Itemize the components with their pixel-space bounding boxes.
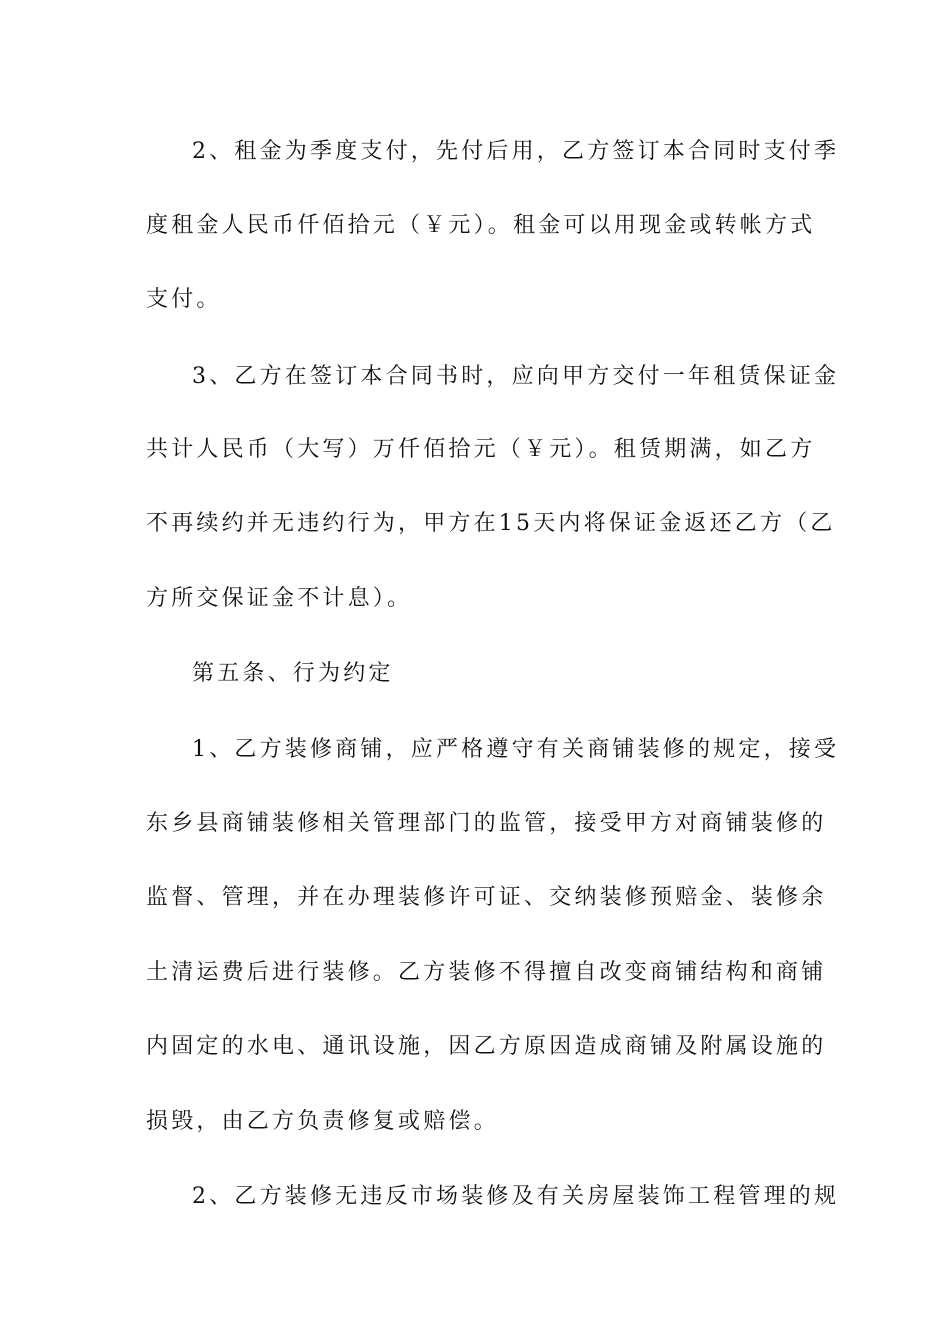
- paragraph-line: 监督、管理，并在办理装修许可证、交纳装修预赔金、装修余: [146, 885, 827, 910]
- paragraph-line: 2、乙方装修无违反市场装修及有关房屋装饰工程管理的规: [192, 1184, 840, 1209]
- paragraph-line: 2、租金为季度支付，先付后用，乙方签订本合同时支付季: [192, 139, 840, 164]
- paragraph-line: 东乡县商铺装修相关管理部门的监管，接受甲方对商铺装修的: [146, 811, 827, 836]
- paragraph-line: 损毁，由乙方负责修复或赔偿。: [146, 1109, 499, 1134]
- paragraph-line: 土清运费后进行装修。乙方装修不得擅自改变商铺结构和商铺: [146, 960, 827, 985]
- paragraph-line: 3、乙方在签订本合同书时，应向甲方交付一年租赁保证金: [192, 364, 840, 389]
- paragraph-line: 1、乙方装修商铺，应严格遵守有关商铺装修的规定，接受: [192, 737, 840, 762]
- paragraph-line: 内固定的水电、通讯设施，因乙方原因造成商铺及附属设施的: [146, 1034, 827, 1059]
- paragraph-line: 方所交保证金不计息）。: [146, 586, 413, 611]
- paragraph-line: 不再续约并无违约行为，甲方在15天内将保证金返还乙方（乙: [146, 511, 836, 536]
- paragraph-line: 共计人民币（大写）万仟佰拾元（￥元）。租赁期满，如乙方: [146, 437, 816, 462]
- paragraph-line: 支付。: [146, 287, 222, 312]
- paragraph-line: 度租金人民币仟佰拾元（￥元）。租金可以用现金或转帐方式: [146, 213, 816, 238]
- section-heading: 第五条、行为约定: [192, 661, 394, 686]
